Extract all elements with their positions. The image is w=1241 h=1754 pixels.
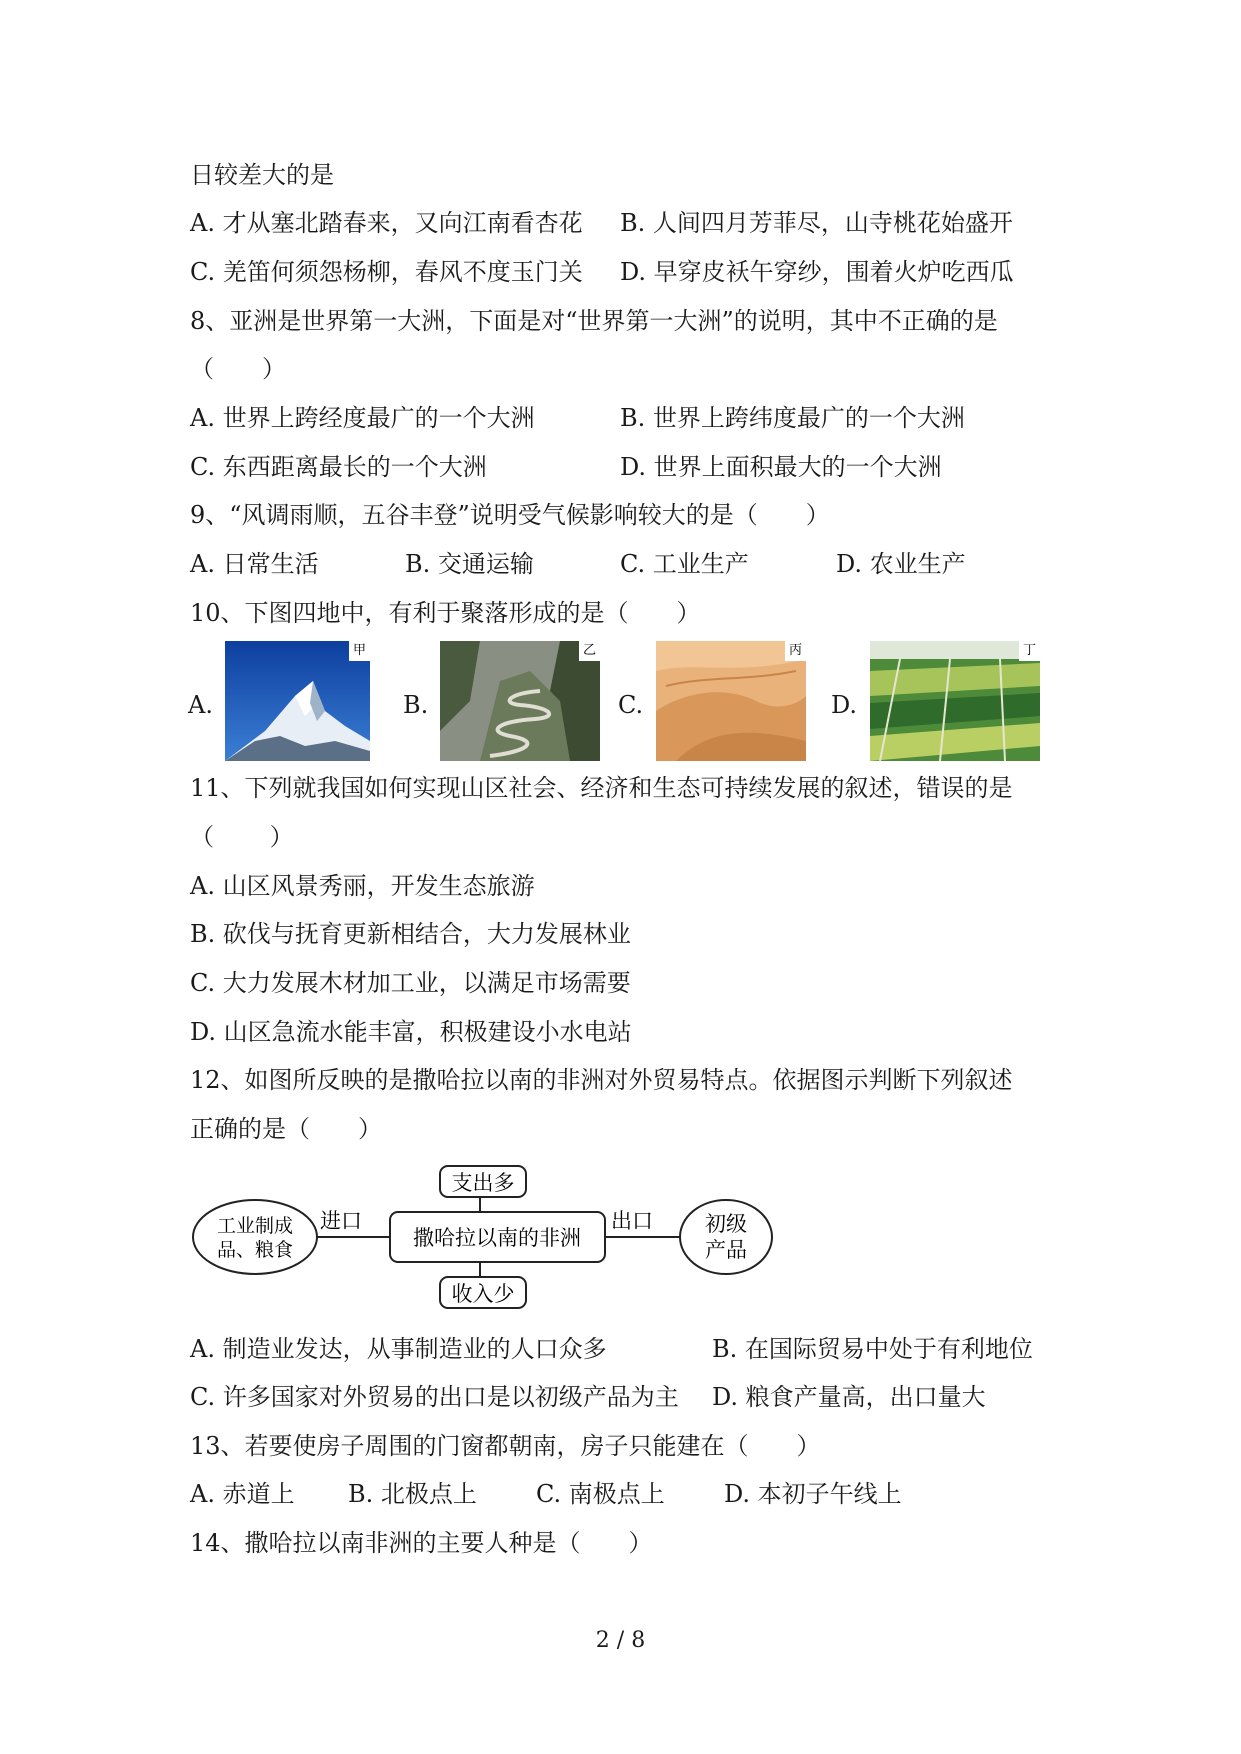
q12-option-b: B. 在国际贸易中处于有利地位 bbox=[712, 1335, 1033, 1363]
image-tag-ding: 丁 bbox=[1019, 641, 1040, 661]
farmland-plain-image bbox=[870, 641, 1040, 761]
q12-option-c: C. 许多国家对外贸易的出口是以初级产品为主 bbox=[190, 1383, 679, 1411]
imports-line2: 品、粮食 bbox=[216, 1239, 294, 1261]
exports-line2: 产品 bbox=[705, 1238, 747, 1262]
q11-option-d: D. 山区急流水能丰富，积极建设小水电站 bbox=[190, 1018, 632, 1046]
q9-option-d: D. 农业生产 bbox=[836, 550, 966, 578]
expense-label: 支出多 bbox=[451, 1171, 515, 1195]
mountain-peak-image bbox=[225, 641, 370, 761]
q10-text: 10、下图四地中，有利于聚落形成的是（ ） bbox=[190, 599, 701, 627]
q8-option-c: C. 东西距离最长的一个大洲 bbox=[190, 453, 487, 481]
q11-answer-paren: （ ） bbox=[190, 823, 294, 851]
imports-ellipse bbox=[193, 1200, 317, 1274]
q13-text: 13、若要使房子周围的门窗都朝南，房子只能建在（ ） bbox=[190, 1432, 821, 1460]
q12-text: 12、如图所反映的是撒哈拉以南的非洲对外贸易特点。依据图示判断下列叙述 bbox=[190, 1066, 1013, 1094]
q9-option-b: B. 交通运输 bbox=[405, 550, 534, 578]
q8-option-b: B. 世界上跨纬度最广的一个大洲 bbox=[620, 404, 965, 432]
q8-answer-paren: （ ） bbox=[190, 355, 286, 383]
image-tag-yi: 乙 bbox=[579, 641, 600, 661]
q12-option-a: A. 制造业发达，从事制造业的人口众多 bbox=[190, 1335, 607, 1363]
image-tag-jia: 甲 bbox=[349, 641, 370, 661]
image-tag-bing: 丙 bbox=[785, 641, 806, 661]
desert-illustration bbox=[656, 641, 806, 761]
q8-text: 8、亚洲是世界第一大洲，下面是对“世界第一大洲”的说明，其中不正确的是 bbox=[190, 307, 998, 335]
q11-option-a: A. 山区风景秀丽，开发生态旅游 bbox=[190, 872, 535, 900]
q7-option-d: D. 早穿皮袄午穿纱，围着火炉吃西瓜 bbox=[620, 258, 1014, 286]
q8-option-d: D. 世界上面积最大的一个大洲 bbox=[620, 453, 942, 481]
q10-option-b-label: B. bbox=[403, 691, 429, 719]
q9-text: 9、“风调雨顺，五谷丰登”说明受气候影响较大的是（ ） bbox=[190, 501, 830, 529]
farmland-illustration bbox=[870, 641, 1040, 761]
import-label: 进口 bbox=[320, 1209, 362, 1233]
q7-option-c: C. 羌笛何须怨杨柳，春风不度玉门关 bbox=[190, 258, 583, 286]
export-label: 出口 bbox=[611, 1209, 653, 1233]
q8-option-a: A. 世界上跨经度最广的一个大洲 bbox=[190, 404, 535, 432]
q12-option-d: D. 粮食产量高，出口量大 bbox=[712, 1383, 986, 1411]
imports-line1: 工业制成 bbox=[216, 1215, 294, 1237]
q7-text-tail: 日较差大的是 bbox=[190, 161, 334, 189]
q9-option-c: C. 工业生产 bbox=[620, 550, 749, 578]
q13-option-b: B. 北极点上 bbox=[348, 1480, 477, 1508]
q13-option-c: C. 南极点上 bbox=[536, 1480, 665, 1508]
q13-option-d: D. 本初子午线上 bbox=[724, 1480, 902, 1508]
exports-line1: 初级 bbox=[705, 1212, 747, 1236]
q11-text: 11、下列就我国如何实现山区社会、经济和生态可持续发展的叙述，错误的是 bbox=[190, 774, 1013, 802]
winding-mountain-road-image bbox=[440, 641, 600, 761]
q13-option-a: A. 赤道上 bbox=[190, 1480, 295, 1508]
q9-option-a: A. 日常生活 bbox=[190, 550, 319, 578]
africa-trade-diagram bbox=[190, 1162, 790, 1312]
winding-road-illustration bbox=[440, 641, 600, 761]
q10-option-d-label: D. bbox=[831, 691, 858, 719]
q12-text-tail: 正确的是（ ） bbox=[190, 1115, 382, 1143]
desert-dunes-image bbox=[656, 641, 806, 761]
q7-option-a: A. 才从塞北踏春来，又向江南看杏花 bbox=[190, 209, 583, 237]
q11-option-b: B. 砍伐与抚育更新相结合，大力发展林业 bbox=[190, 920, 631, 948]
income-label: 收入少 bbox=[451, 1282, 515, 1306]
q10-option-a-label: A. bbox=[188, 691, 213, 719]
center-label: 撒哈拉以南的非洲 bbox=[413, 1226, 581, 1250]
page-number: 2 / 8 bbox=[595, 1628, 646, 1653]
q14-text: 14、撒哈拉以南非洲的主要人种是（ ） bbox=[190, 1529, 653, 1557]
q10-option-c-label: C. bbox=[618, 691, 644, 719]
q11-option-c: C. 大力发展木材加工业，以满足市场需要 bbox=[190, 969, 631, 997]
q7-option-b: B. 人间四月芳菲尽，山寺桃花始盛开 bbox=[620, 209, 1013, 237]
